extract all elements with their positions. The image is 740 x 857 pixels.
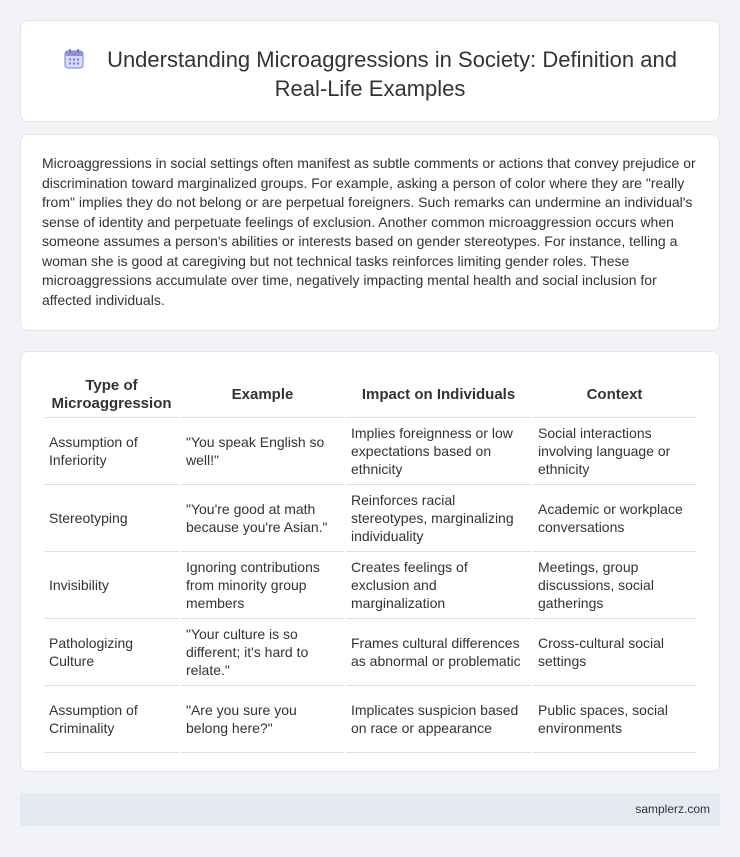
table-row [44,686,696,753]
calendar-icon [63,48,85,70]
title-card [20,20,720,122]
footer-bar [20,793,720,826]
header-type: Type of Microaggression [44,372,179,418]
header-impact: Impact on Individuals [346,372,531,418]
header-example: Example [181,372,344,418]
intro-card [20,134,720,331]
page-title-wrap [61,45,679,103]
cell-type: Invisibility [44,552,179,619]
cell-context: Public spaces, social environments [533,686,696,753]
table-row [44,485,696,552]
cell-context: Social interactions involving language or ethnicity [533,418,696,485]
cell-impact: Reinforces racial stereotypes, marginalizing individuality [346,485,531,552]
table-row [44,552,696,619]
table-header-row [44,372,696,418]
header-context: Context [533,372,696,418]
page-title: Understanding Microaggressions in Society: Definition and Real-Life Examples [107,47,677,101]
cell-context: Academic or workplace conversations [533,485,696,552]
intro-paragraph: Microaggressions in social settings often manifest as subtle comments or actions that convey prejudice or discrimination toward marginalized groups. For example, asking a person of color where they are "really from" implies they do not belong or are perpetual foreigners. Such remarks can undermine an individual's sense of identity and perpetuate feelings of exclusion. Another common microaggression occurs when someone assumes a person's abilities or interests based on gender stereotypes. For instance, telling a woman she is good at caregiving but not technical tasks reinforces limiting gender roles. These microaggressions accumulate over time, negatively impacting mental health and social inclusion for affected individuals. [42,155,696,308]
cell-example: "You're good at math because you're Asian." [181,485,344,552]
microaggression-table [42,372,698,753]
cell-impact: Implicates suspicion based on race or appearance [346,686,531,753]
cell-example: Ignoring contributions from minority group members [181,552,344,619]
table-row [44,619,696,686]
footer-site-link[interactable]: samplerz.com [635,802,710,816]
cell-impact: Frames cultural differences as abnormal or problematic [346,619,531,686]
cell-example: "You speak English so well!" [181,418,344,485]
cell-type: Assumption of Inferiority [44,418,179,485]
table-card [20,351,720,772]
cell-context: Meetings, group discussions, social gatherings [533,552,696,619]
cell-type: Assumption of Criminality [44,686,179,753]
cell-type: Pathologizing Culture [44,619,179,686]
cell-type: Stereotyping [44,485,179,552]
cell-impact: Implies foreignness or low expectations based on ethnicity [346,418,531,485]
cell-context: Cross-cultural social settings [533,619,696,686]
cell-example: "Your culture is so different; it's hard to relate." [181,619,344,686]
cell-impact: Creates feelings of exclusion and marginalization [346,552,531,619]
cell-example: "Are you sure you belong here?" [181,686,344,753]
table-row [44,418,696,485]
